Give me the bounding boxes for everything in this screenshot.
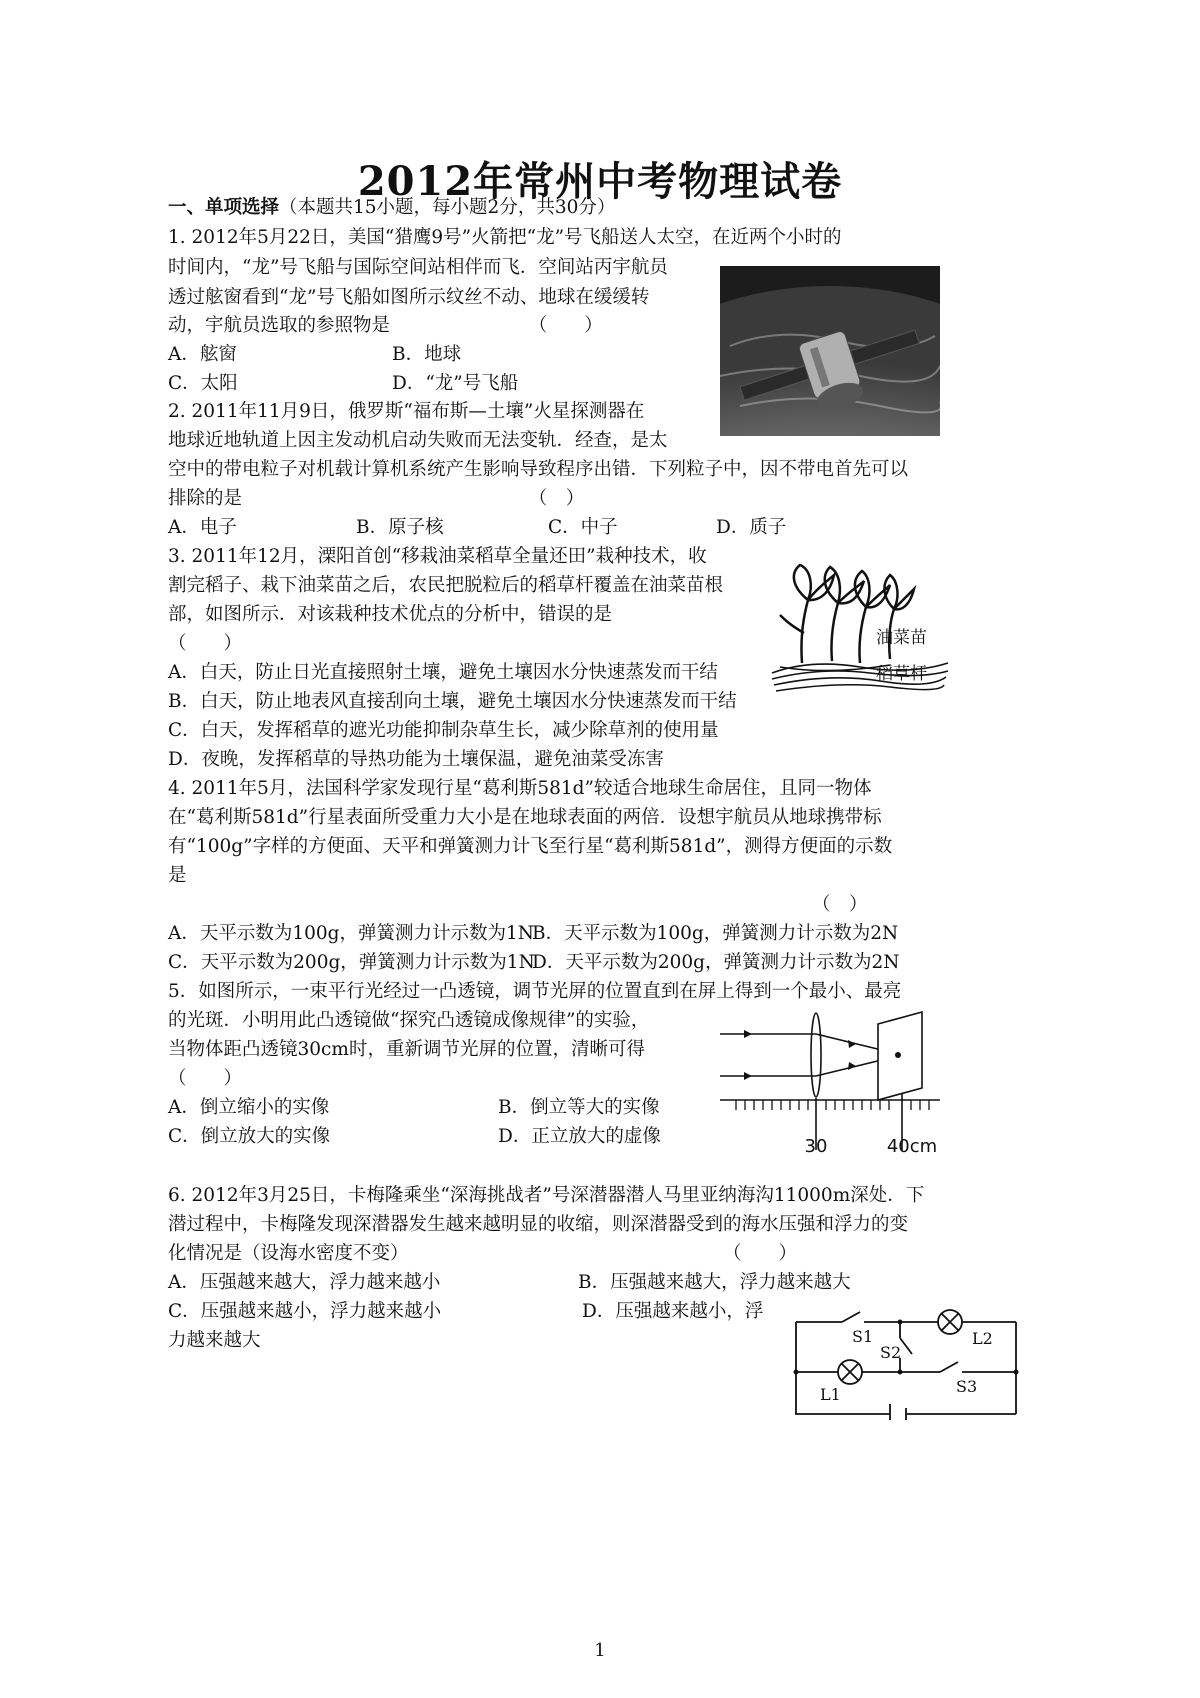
q6-option-c: C．压强越来越小，浮力越来越小 — [168, 1301, 442, 1322]
q4-option-d: D．天平示数为200g，弹簧测力计示数为2N — [532, 952, 900, 973]
q2-option-c: C．中子 — [548, 517, 618, 538]
q2-line-2: 地球近地轨道上因主发动机启动失败而无法变轨．经查，是太 — [168, 430, 668, 451]
q2-line-3: 空中的带电粒子对机载计算机系统产生影响导致程序出错．下列粒子中，因不带电首先可以 — [168, 459, 909, 480]
seedling-label: 油菜苗 — [876, 628, 927, 648]
q3-option-a: A．白天，防止日光直接照射土壤，避免土壤因水分快速蒸发而干结 — [168, 662, 718, 683]
q1-option-a: A．舷窗 — [168, 344, 237, 365]
spacecraft-figure — [720, 266, 940, 436]
q5-line-1: 5．如图所示，一束平行光经过一凸透镜，调节光屏的位置直到在屏上得到一个最小、最亮 — [168, 981, 902, 1002]
q5-line-4: （ ） — [168, 1068, 243, 1089]
q6-option-d: D．压强越来越小，浮 — [582, 1301, 764, 1322]
switch-s3-label: S3 — [956, 1377, 978, 1396]
q2-line-1: 2. 2011年11月9日，俄罗斯“福布斯—土壤”火星探测器在 — [168, 401, 645, 422]
q3-line-2: 割完稻子、栽下油菜苗之后，农民把脱粒后的稻草杆覆盖在油菜苗根 — [168, 575, 724, 596]
seedling-straw-figure — [770, 555, 950, 705]
q3-option-c: C．白天，发挥稻草的遮光功能抑制杂草生长，减少除草剂的使用量 — [168, 720, 719, 741]
q6-option-a: A．压强越来越大，浮力越来越小 — [168, 1272, 441, 1293]
q5-option-b: B．倒立等大的实像 — [498, 1097, 660, 1118]
q1-line-1: 1. 2012年5月22日，美国“猎鹰9号”火箭把“龙”号飞船送人太空，在近两个小时的 — [168, 227, 842, 248]
q3-option-d: D．夜晚，发挥稻草的导热功能为土壤保温，避免油菜受冻害 — [168, 749, 664, 770]
q2-option-a: A．电子 — [168, 517, 237, 538]
q5-option-a: A．倒立缩小的实像 — [168, 1097, 330, 1118]
q3-option-b: B．白天，防止地表风直接刮向土壤，避免土壤因水分快速蒸发而干结 — [168, 691, 737, 712]
straw-label: 稻草杆 — [876, 664, 927, 684]
q5-line-3: 当物体距凸透镜30cm时，重新调节光屏的位置，清晰可得 — [168, 1039, 645, 1060]
switch-s1-label: S1 — [852, 1327, 874, 1346]
q6-option-b: B．压强越来越大，浮力越来越大 — [578, 1272, 851, 1293]
q6-option-d-cont: 力越来越大 — [168, 1330, 261, 1351]
q1-option-b: B．地球 — [392, 344, 462, 365]
page-title: 2012年常州中考物理试卷 — [357, 158, 843, 205]
section-heading — [168, 196, 615, 220]
q4-option-a: A．天平示数为100g，弹簧测力计示数为1N — [168, 923, 534, 944]
q1-line-3: 透过舷窗看到“龙”号飞船如图所示纹丝不动、地球在缓缓转 — [168, 287, 650, 308]
q1-line-2: 时间内，“龙”号飞船与国际空间站相伴而飞．空间站丙宇航员 — [168, 257, 668, 278]
lens-figure — [716, 1010, 944, 1160]
q3-line-4: （ ） — [168, 633, 243, 654]
q3-line-1: 3. 2011年12月，溧阳首创“移栽油菜稻草全量还田”栽种技术，收 — [168, 546, 707, 567]
q1-option-c: C．太阳 — [168, 373, 238, 394]
lamp-l1-label: L1 — [820, 1385, 841, 1404]
scale-label-30: 30 — [804, 1136, 828, 1157]
q4-line-1: 4. 2011年5月，法国科学家发现行星“葛利斯581d”较适合地球生命居住，且同一物体 — [168, 778, 872, 799]
q4-answer-paren: （ ） — [812, 894, 868, 915]
scale-label-40cm: 40cm — [886, 1136, 938, 1157]
lamp-l2-label: L2 — [972, 1329, 993, 1348]
section-head: 一、单项选择 — [168, 197, 280, 218]
section-note: （本题共15小题，每小题2分，共30分） — [279, 197, 616, 218]
q4-option-b: B．天平示数为100g，弹簧测力计示数为2N — [532, 923, 899, 944]
q1-line-4: 动，宇航员选取的参照物是 （ ） — [168, 315, 603, 336]
circuit-figure — [790, 1304, 1022, 1420]
q4-option-c: C．天平示数为200g，弹簧测力计示数为1N — [168, 952, 535, 973]
q4-line-3: 有“100g”字样的方便面、天平和弹簧测力计飞至行星“葛利斯581d”，测得方便面的示数 — [168, 836, 893, 857]
q1-option-d: D．“龙”号飞船 — [392, 373, 519, 394]
q5-line-2: 的光斑．小明用此凸透镜做“探究凸透镜成像规律”的实验， — [168, 1010, 650, 1031]
q6-line-2: 潜过程中，卡梅隆发现深潜器发生越来越明显的收缩，则深潜器受到的海水压强和浮力的变 — [168, 1214, 909, 1235]
q2-option-b: B．原子核 — [356, 517, 444, 538]
q4-line-2: 在“葛利斯581d”行星表面所受重力大小是在地球表面的两倍．设想宇航员从地球携带标 — [168, 807, 882, 828]
q5-option-c: C．倒立放大的实像 — [168, 1126, 331, 1147]
q4-line-4: 是 — [168, 865, 187, 886]
q6-line-1: 6. 2012年3月25日，卡梅隆乘坐“深海挑战者”号深潜器潜人马里亚纳海沟11000m深处．下 — [168, 1185, 925, 1206]
q6-line-3: 化情况是（设海水密度不变） （ ） — [168, 1243, 798, 1264]
q5-option-d: D．正立放大的虚像 — [498, 1126, 661, 1147]
page-number: 1 — [594, 1640, 606, 1661]
q2-option-d: D．质子 — [716, 517, 787, 538]
switch-s2-label: S2 — [880, 1343, 902, 1362]
q3-line-3: 部，如图所示．对该栽种技术优点的分析中，错误的是 — [168, 604, 613, 625]
q2-line-4: 排除的是 （ ） — [168, 488, 585, 509]
